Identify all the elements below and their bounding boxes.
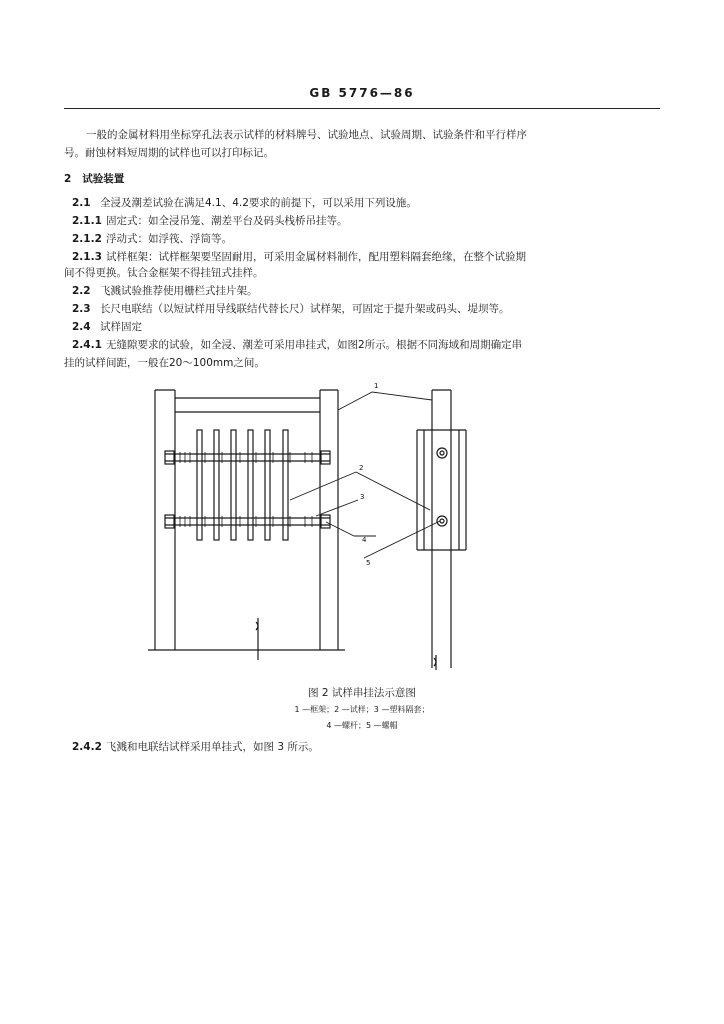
item-number: 2.3 (72, 303, 91, 315)
item-text: 飞溅和电联结试样采用单挂式，如图 3 所示。 (106, 741, 319, 753)
figure-legend-line-1: 1 —框架；2 —试样；3 —塑料隔套； (294, 705, 430, 714)
item-number: 2.1.1 (72, 215, 102, 227)
callout-1: 1 (374, 382, 379, 390)
item-number: 2.4.2 (72, 741, 102, 753)
section-title: 试验装置 (82, 173, 125, 185)
callout-2: 2 (359, 464, 364, 472)
intro-paragraph-line-1: 一般的金属材料用坐标穿孔法表示试样的材料牌号、试验地点、试验周期、试验条件和平行样序 (86, 129, 527, 141)
item-text: 飞溅试验推荐使用栅栏式挂片架。 (100, 285, 258, 297)
section-number: 2 (64, 173, 72, 185)
frame-side-view (417, 390, 466, 670)
intro-paragraph-line-2: 号。耐蚀材料短周期的试样也可以打印标记。 (64, 147, 274, 159)
item-2-4-1-cont: 挂的试样间距，一般在20～100mm之间。 (64, 357, 265, 369)
item-2-4-2 (72, 740, 319, 754)
item-number: 2.4 (72, 321, 91, 333)
item-text: 固定式：如全浸吊笼、潮差平台及码头栈桥吊挂等。 (106, 215, 348, 227)
item-number: 2.1 (72, 197, 91, 209)
callout-4: 4 (362, 536, 367, 544)
callout-5: 5 (366, 559, 371, 567)
figure-caption: 图 2 试样串挂法示意图 (308, 687, 416, 699)
figure-legend-line-2: 4 —螺杆；5 —螺帽 (326, 721, 398, 730)
standard-code-header: GB 5776—86 (309, 86, 415, 100)
specimens (197, 430, 288, 540)
item-number: 2.2 (72, 285, 91, 297)
item-text: 试样固定 (100, 321, 142, 333)
callout-3: 3 (360, 493, 365, 501)
item-text: 无缝隙要求的试验，如全浸、潮差可采用串挂式，如图2所示。根据不同海域和周期确定串 (106, 339, 523, 351)
item-text: 全浸及潮差试验在满足4.1、4.2要求的前提下，可以采用下列设施。 (100, 197, 417, 209)
item-number: 2.1.3 (72, 251, 102, 263)
item-number: 2.4.1 (72, 339, 102, 351)
item-text: 试样框架：试样框架要坚固耐用，可采用金属材料制作，配用塑料隔套绝缘，在整个试验期 (106, 251, 526, 263)
item-number: 2.1.2 (72, 233, 102, 245)
item-text: 浮动式：如浮筏、浮筒等。 (106, 233, 232, 245)
item-text: 长尺电联结（以短试样用导线联结代替长尺）试样架，可固定于提升架或码头、堤坝等。 (100, 303, 510, 315)
item-2-1-3-cont: 间不得更换。钛合金框架不得挂钮式挂样。 (64, 267, 264, 279)
